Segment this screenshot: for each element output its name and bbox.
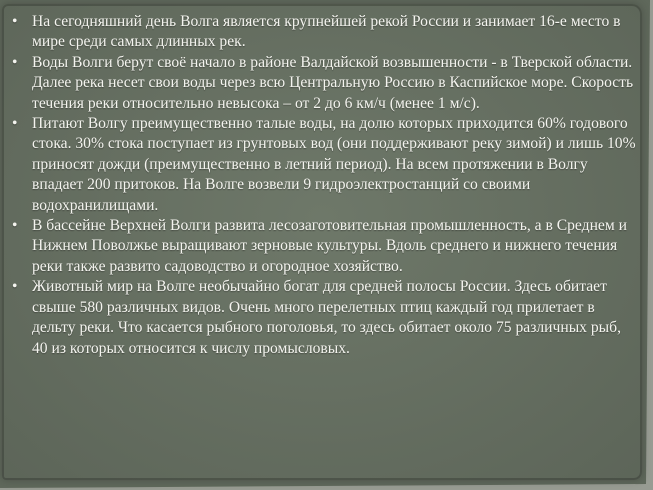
bullet-list — [12, 12, 638, 359]
paragraph-text: В бассейне Верхней Волги развита лесозаготовительная промышленность, а в Среднем и Нижнем Поволжье выращивают зерновые культуры. Вдоль среднего и нижнего течения реки также развито садоводство и огородное хозяйство. — [32, 217, 627, 275]
paragraph-text: Животный мир на Волге необычайно богат для средней полосы России. Здесь обитает свыше 580 различных видов. Очень много перелетных птиц каждый год прилетает в дельту реки. Что касается рыбного поголовья, то здесь обитает около 75 различных рыб, 40 из которых относится к числу промысловых. — [32, 278, 621, 357]
bullet-item — [12, 216, 638, 277]
bullet-item — [12, 114, 638, 216]
paragraph-text: Питают Волгу преимущественно талые воды, на долю которых приходится 60% годового стока. 30% стока поступает из грунтовых вод (они поддерживают реку зимой) и лишь 10% приносят дожди (преимущественно в летний период). На всем протяжении в Волгу впадает 200 притоков. На Волге возвели 9 гидроэлектростанций со своими водохранилищами. — [32, 115, 636, 214]
bullet-item — [12, 12, 638, 53]
bullet-marker: • — [12, 217, 18, 235]
bullet-marker: • — [12, 115, 18, 133]
bullet-marker: • — [12, 13, 18, 30]
bullet-item — [12, 277, 638, 359]
bullet-marker: • — [12, 53, 18, 71]
paragraph-text: На сегодняшний день Волга является крупнейшей рекой России и занимает 16-е место в мире среди самых длинных рек. — [32, 13, 621, 51]
bullet-marker: • — [12, 278, 18, 296]
bullet-item — [12, 53, 638, 114]
paragraph-text: Воды Волги берут своё начало в районе Валдайской возвышенности - в Тверской области. Далее река несет свои воды через всю Центральную Россию в Каспийское море. Скорость течения реки относительно невысока – от 2 до 6 км/ч (менее 1 м/с). — [32, 53, 634, 112]
